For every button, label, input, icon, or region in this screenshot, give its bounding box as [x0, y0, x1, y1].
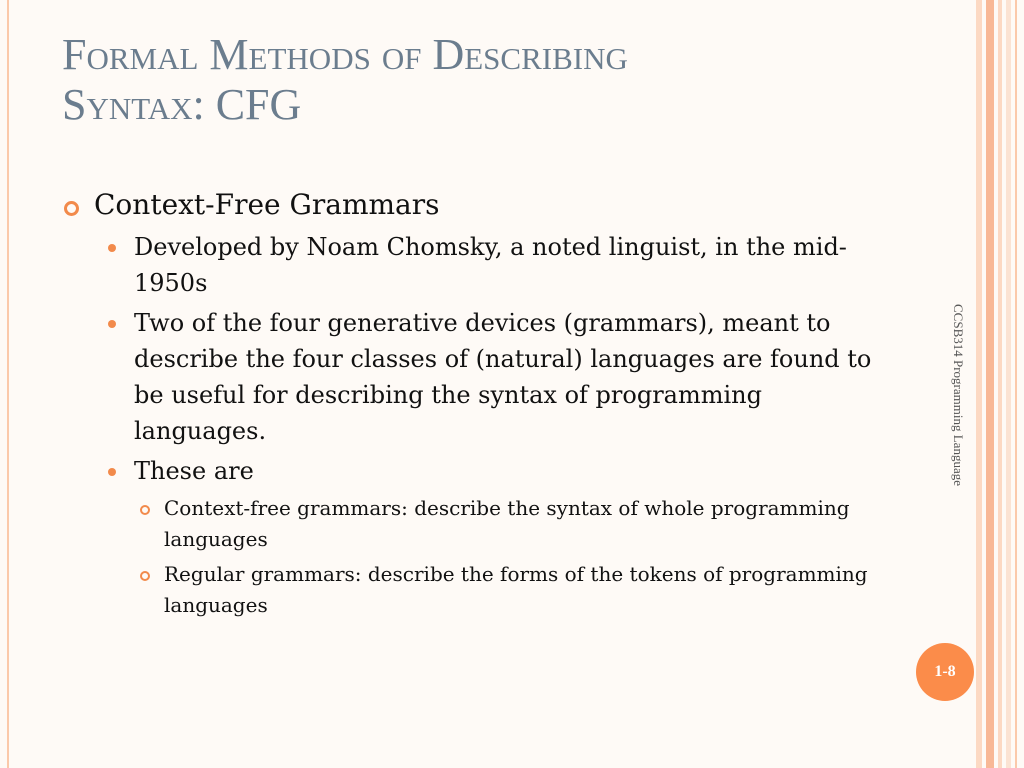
bullet-level3: [134, 493, 882, 555]
hollow-circle-bullet-icon: [140, 505, 150, 515]
bullet-level2: [106, 453, 882, 489]
bullet-level1: [62, 187, 882, 223]
hollow-circle-bullet-icon: [64, 201, 79, 216]
bullet-level3: [134, 559, 882, 621]
bullet-sub2-text: Two of the four generative devices (grammars), meant to describe the four classes of (natural) languages are found to be useful for describing the syntax of programming languages.: [134, 309, 872, 445]
filled-circle-bullet-icon: [108, 244, 116, 252]
bullet-sub3-text: These are: [134, 457, 254, 485]
course-footer-text: CCSB314 Programming Language: [951, 304, 966, 486]
bullet-subsub1-text: Context-free grammars: describe the syntax of whole programming languages: [164, 496, 850, 551]
filled-circle-bullet-icon: [108, 320, 116, 328]
bullet-sub1-text: Developed by Noam Chomsky, a noted linguist, in the mid-1950s: [134, 233, 847, 297]
title-line-2: Syntax: CFG: [62, 80, 302, 129]
bullet-main-text: Context-Free Grammars: [94, 188, 440, 221]
hollow-circle-bullet-icon: [140, 571, 150, 581]
bullet-level2: [106, 305, 882, 449]
title-line-1: Formal Methods of Describing: [62, 30, 628, 79]
bullet-level2: [106, 229, 882, 301]
slide-body: [62, 187, 882, 625]
page-title: [62, 30, 882, 130]
filled-circle-bullet-icon: [108, 468, 116, 476]
bullet-subsub2-text: Regular grammars: describe the forms of the tokens of programming languages: [164, 562, 868, 617]
page-number-badge: 1-8: [916, 643, 974, 701]
